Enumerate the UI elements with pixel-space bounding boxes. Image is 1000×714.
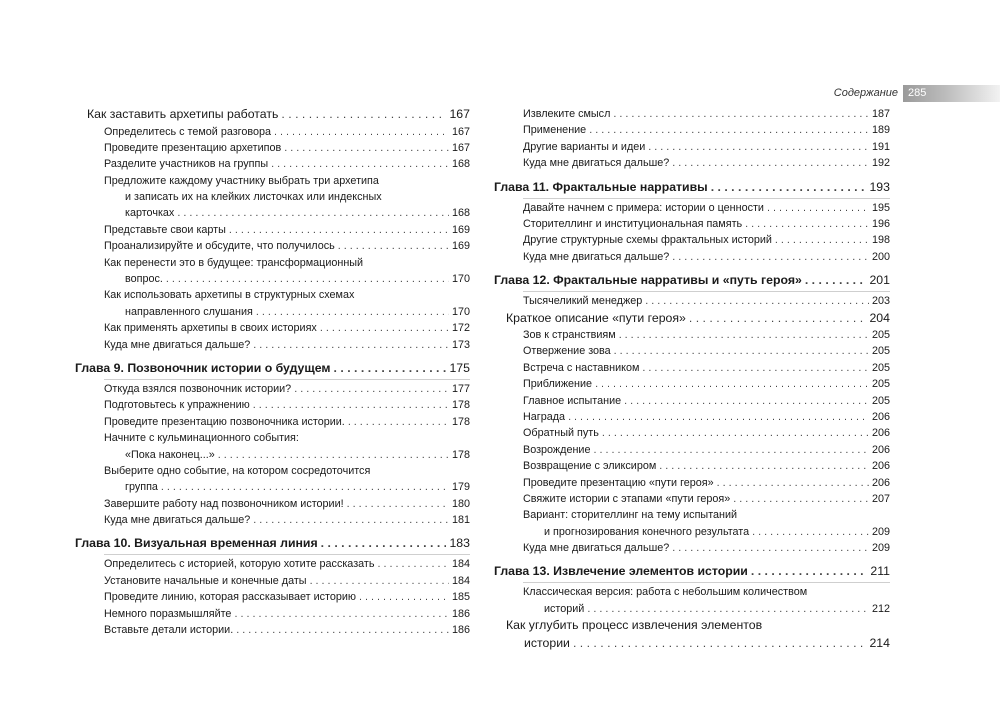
toc-entry [75,573,470,589]
leader-dots [711,178,867,197]
leader-dots [805,271,867,290]
entry-title: Зов к странствиям [523,329,616,342]
entry-page: 168 [451,207,470,220]
leader-dots [733,491,869,507]
toc-entry [75,271,470,287]
entry-page: 169 [451,240,470,253]
toc-chapter [75,359,470,378]
entry-title: Как заставить архетипы работать [87,107,279,121]
leader-dots [234,606,449,622]
leader-dots [177,205,449,221]
entry-page: 205 [871,345,890,358]
toc-entry [75,222,470,238]
toc-entry [75,414,470,430]
leader-dots [359,589,449,605]
toc-entry [494,232,890,248]
toc-entry [75,238,470,254]
entry-page: 178 [451,399,470,412]
chapter-title: Глава 9. Позвоночник истории о будущем [75,360,331,375]
leader-dots [348,414,449,430]
entry-title: Куда мне двигаться дальше? [523,542,670,555]
entry-title: Возвращение с эликсиром [523,460,657,473]
entry-page: 172 [451,322,470,335]
entry-page: 167 [449,107,470,121]
toc-entry [494,155,890,171]
leader-dots [614,343,869,359]
entry-page: 205 [871,394,890,407]
toc-entry [494,601,890,617]
entry-title: Другие структурные схемы фрактальных историй [523,234,772,247]
leader-dots [767,200,869,216]
leader-dots [161,479,449,495]
toc-entry [494,376,890,392]
leader-dots [347,496,449,512]
entry-title-line: Выберите одно событие, на котором сосредоточится [104,464,371,477]
leader-dots [624,393,869,409]
entry-page: 189 [871,124,890,137]
entry-title: Сторителлинг и институциональная память [523,217,743,230]
chapter-page: 193 [869,179,890,194]
entry-page: 184 [451,558,470,571]
entry-page: 195 [871,201,890,214]
entry-title: Давайте начнем с примера: истории о ценности [523,201,764,214]
toc-entry [75,447,470,463]
entry-page: 186 [451,624,470,637]
entry-title: Возрождение [523,443,591,456]
entry-title: Немного поразмышляйте [104,607,232,620]
chapter-rule [523,582,890,583]
entry-page: 187 [871,108,890,120]
toc-chapter [75,534,470,553]
leader-dots [689,310,867,328]
toc-entry [494,327,890,343]
leader-dots [648,139,869,155]
chapter-title: Глава 13. Извлечение элементов истории [494,564,748,579]
entry-title: Куда мне двигаться дальше? [523,250,670,263]
entry-page: 203 [871,295,890,308]
toc-chapter [494,562,890,581]
entry-page: 184 [451,574,470,587]
leader-dots [256,304,449,320]
leader-dots [613,106,869,122]
entry-title: Разделите участников на группы [104,158,269,171]
entry-title: Как применять архетипы в своих историях [104,322,317,335]
chapter-page: 183 [449,536,470,551]
leader-dots [253,512,449,528]
entry-title: Определитесь с историей, которую хотите рассказать [104,558,375,571]
toc-chapter [494,271,890,290]
entry-page: 206 [871,427,890,440]
leader-dots [271,156,449,172]
chapter-page: 211 [870,564,890,579]
entry-title-line: Начните с кульминационного события: [104,432,299,445]
entry-title: Тысячеликий менеджер [523,295,643,308]
leader-dots [377,556,449,572]
leader-dots [253,337,449,353]
toc-entry [494,139,890,155]
entry-title: Завершите работу над позвоночником истории! [104,497,344,510]
entry-title: Установите начальные и конечные даты [104,574,307,587]
leader-dots [229,222,449,238]
entry-page: 179 [451,481,470,494]
toc-entry [494,216,890,232]
entry-page: 212 [871,602,890,615]
entry-page: 205 [871,361,890,374]
toc-entry [494,122,890,138]
toc-entry [494,249,890,265]
toc-entry [494,475,890,491]
toc-left-column [75,106,470,638]
toc-entry [494,409,890,425]
toc-entry [75,156,470,172]
toc-entry [494,524,890,540]
leader-dots [310,573,449,589]
page-number: 285 [903,85,1000,102]
entry-page: 209 [871,525,890,538]
chapter-title: Глава 12. Фрактальные нарративы и «путь героя» [494,273,802,288]
leader-dots [587,601,869,617]
leader-dots [573,635,867,653]
toc-entry [494,458,890,474]
leader-dots [218,447,449,463]
toc-entry [75,140,470,156]
toc-entry [75,479,470,495]
entry-title: Представьте свои карты [104,223,226,236]
leader-dots [253,397,449,413]
toc-entry [494,491,890,507]
entry-title-line: и записать их на клейких листочках или индексных [125,191,382,204]
entry-title: вопрос. [125,273,163,286]
chapter-page: 201 [869,273,890,288]
entry-page: 214 [869,635,890,650]
chapter-page: 175 [449,360,470,375]
toc-entry [494,106,890,122]
chapter-rule [523,198,890,199]
toc-entry [75,337,470,353]
entry-page: 205 [871,378,890,391]
entry-page: 200 [871,250,890,263]
entry-page: 170 [451,305,470,318]
entry-page: 204 [869,310,890,325]
entry-page: 169 [451,223,470,236]
entry-title: Применение [523,124,587,137]
toc-entry [494,360,890,376]
entry-title: Вставьте детали истории. [104,624,234,637]
toc-entry [75,556,470,572]
entry-page: 167 [451,141,470,154]
entry-page: 206 [871,460,890,473]
entry-title: Награда [523,410,566,423]
toc-entry [75,381,470,397]
entry-title: Проведите линию, которая рассказывает историю [104,591,356,604]
entry-title-line: Предложите каждому участнику выбрать три архетипа [104,174,379,187]
leader-dots [672,249,869,265]
entry-title: Обратный путь [523,427,599,440]
leader-dots [752,524,869,540]
toc-entry [75,512,470,528]
entry-title: Проанализируйте и обсудите, что получилось [104,240,335,253]
leader-dots [751,562,868,581]
entry-page: 196 [871,217,890,230]
entry-page: 168 [451,158,470,171]
leader-dots [619,327,869,343]
entry-title-line: Вариант: сторителлинг на тему испытаний [523,509,738,522]
entry-title: группа [125,481,158,494]
leader-dots [642,360,869,376]
entry-title: Главное испытание [523,394,622,407]
leader-dots [775,232,869,248]
entry-page: 180 [451,497,470,510]
toc-entry [75,397,470,413]
leader-dots [717,475,869,491]
chapter-rule [104,554,470,555]
entry-title: Определитесь с темой разговора [104,125,272,138]
entry-page: 186 [451,607,470,620]
entry-title: Свяжите истории с этапами «пути героя» [523,492,731,505]
leader-dots [284,140,449,156]
entry-title-line: Как перенести это в будущее: трансформационный [104,256,364,269]
toc-entry [75,606,470,622]
entry-title: Куда мне двигаться дальше? [523,157,670,170]
leader-dots [659,458,869,474]
toc-right-column [494,106,890,652]
toc-chapter [494,178,890,197]
entry-title: карточках [125,207,175,220]
leader-dots [166,271,449,287]
toc-entry [494,442,890,458]
toc-entry [75,304,470,320]
entry-title: Откуда взялся позвоночник истории? [104,382,292,395]
entry-title: Куда мне двигаться дальше? [104,338,251,351]
entry-title: направленного слушания [125,305,253,318]
toc-entry [494,200,890,216]
entry-page: 206 [871,410,890,423]
entry-page: 181 [451,514,470,527]
chapter-title: Глава 11. Фрактальные нарративы [494,179,708,194]
toc-entry [494,393,890,409]
leader-dots [602,425,869,441]
toc-entry [494,293,890,309]
leader-dots [321,534,447,553]
leader-dots [593,442,869,458]
entry-title: Другие варианты и идеи [523,140,646,153]
toc-section [494,635,890,653]
entry-title-line: Классическая версия: работа с небольшим количеством [523,586,808,599]
entry-page: 167 [451,125,470,138]
toc-entry [75,589,470,605]
entry-page: 185 [451,591,470,604]
entry-page: 192 [871,157,890,170]
entry-page: 198 [871,234,890,247]
leader-dots [320,320,449,336]
leader-dots [294,381,449,397]
entry-page: 173 [451,338,470,351]
toc-entry [494,425,890,441]
entry-page: 205 [871,329,890,342]
leader-dots [274,124,449,140]
toc-section [75,106,470,124]
leader-dots [338,238,449,254]
entry-title: Куда мне двигаться дальше? [104,514,251,527]
entry-title: «Пока наконец...» [125,448,215,461]
entry-page: 177 [451,382,470,395]
chapter-rule [104,379,470,380]
toc-entry [494,343,890,359]
entry-page: 170 [451,273,470,286]
toc-entry [75,124,470,140]
entry-page: 209 [871,542,890,555]
entry-page: 178 [451,415,470,428]
entry-page: 191 [871,140,890,153]
entry-title: Подготовьтесь к упражнению [104,399,250,412]
leader-dots [589,122,869,138]
entry-title: Встреча с наставником [523,361,640,374]
toc-entry [75,622,470,638]
leader-dots [236,622,449,638]
toc-entry [75,205,470,221]
toc-entry [75,320,470,336]
entry-title: Проведите презентацию позвоночника истории. [104,415,345,428]
entry-title: Проведите презентацию «пути героя» [523,476,714,489]
toc-entry [75,496,470,512]
leader-dots [595,376,869,392]
entry-title: историй [544,602,585,615]
leader-dots [568,409,869,425]
leader-dots [672,540,869,556]
entry-title: Краткое описание «пути героя» [506,310,686,325]
chapter-title: Глава 10. Визуальная временная линия [75,536,318,551]
entry-title: Приближение [523,378,593,391]
entry-page: 207 [871,492,890,505]
entry-title: Извлеките смысл [523,108,611,120]
entry-page: 178 [451,448,470,461]
leader-dots [645,293,869,309]
entry-title: истории [524,635,570,650]
toc-section [494,310,890,328]
toc-entry [494,540,890,556]
leader-dots [281,106,446,124]
running-header [834,84,1000,102]
entry-title: Проведите презентацию архетипов [104,141,282,154]
entry-title: и прогнозирования конечного результата [544,525,750,538]
leader-dots [334,359,447,378]
entry-title-line: Как углубить процесс извлечения элементов [506,618,763,633]
entry-page: 206 [871,476,890,489]
leader-dots [672,155,869,171]
entry-title-line: Как использовать архетипы в структурных схемах [104,289,355,302]
header-title: Содержание [833,87,898,99]
entry-title: Отвержение зова [523,345,611,358]
chapter-rule [523,291,890,292]
entry-page: 206 [871,443,890,456]
leader-dots [745,216,869,232]
